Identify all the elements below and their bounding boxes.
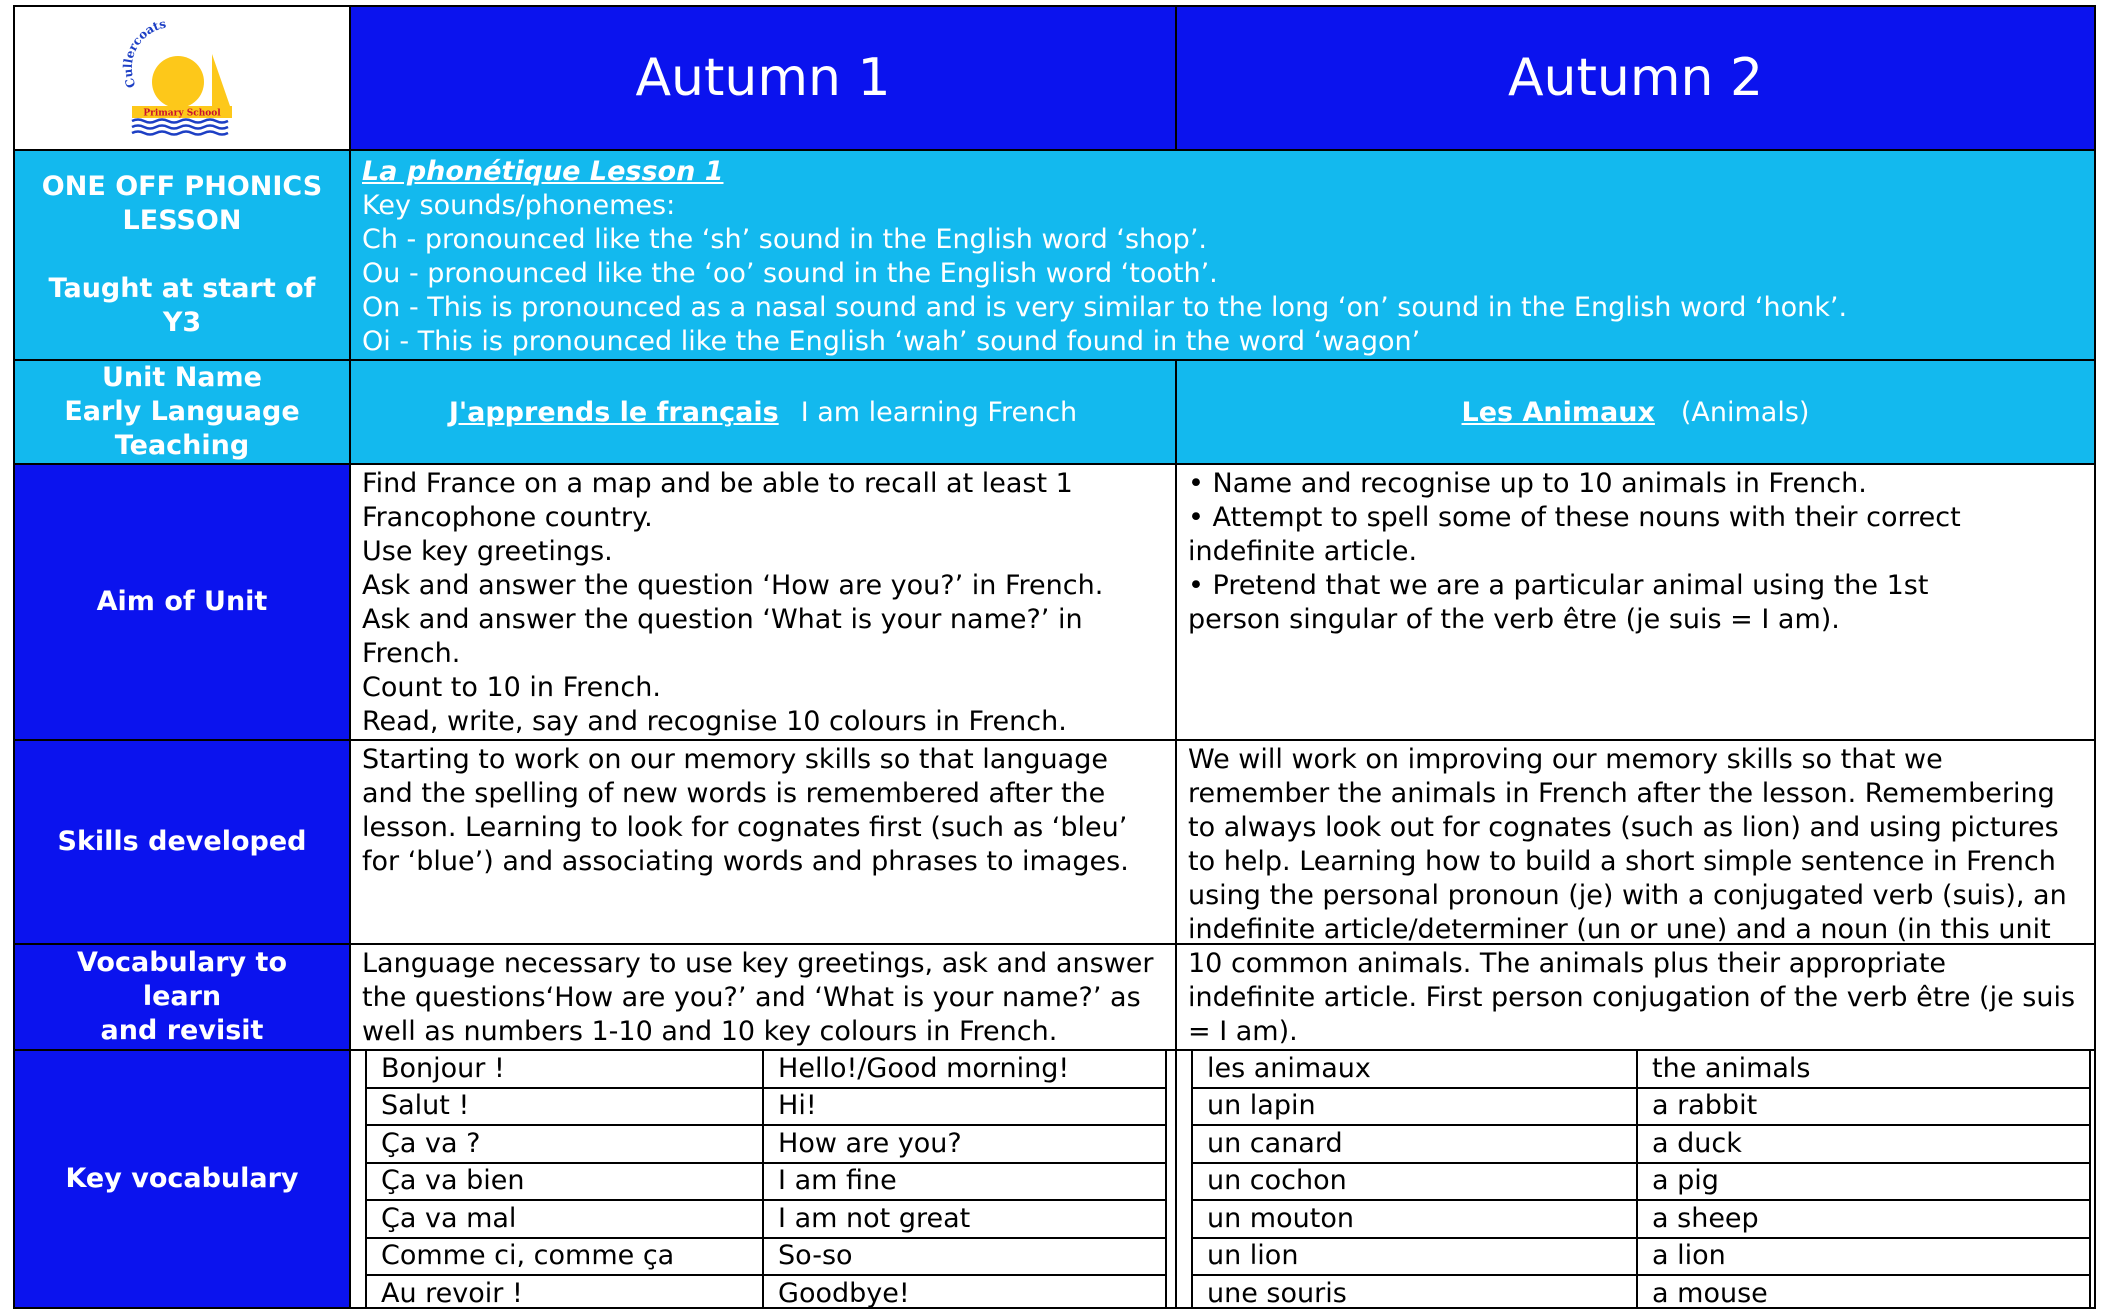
unit-title: Les Animaux: [1461, 396, 1655, 428]
table-row: [366, 1163, 1166, 1201]
table-row: [366, 1088, 1166, 1126]
english-cell: So-so: [763, 1238, 1166, 1276]
key-vocab-label: Key vocabulary: [65, 1163, 299, 1194]
skills-autumn-2: [1175, 739, 2096, 945]
curriculum-plan-table: [13, 5, 2096, 1309]
english-cell: a mouse: [1637, 1275, 2090, 1309]
english-cell: a lion: [1637, 1238, 2090, 1276]
unit-translation: I am learning French: [800, 396, 1078, 428]
phonics-line: Oi - This is pronounced like the English ‘wah’ sound found in the word ‘wagon’: [362, 326, 1421, 357]
key-vocab-autumn-1: [349, 1049, 1177, 1309]
table-row: [366, 1238, 1166, 1276]
table-row: [366, 1125, 1166, 1163]
skills-label-cell: [13, 739, 351, 945]
table-row: [1192, 1238, 2090, 1276]
unit-translation: (Animals): [1680, 396, 1810, 428]
table-row: [1192, 1163, 2090, 1201]
vocab-revisit-text: Language necessary to use key greetings, ask and answer the questions‘How are you?’ and ‘What is your name?’ as well as numbers 1-10 and 10 key colours in French.: [362, 948, 1154, 1047]
unit-name-label-line: Teaching: [114, 430, 250, 461]
aim-item: Use key greetings.: [362, 536, 613, 567]
phonics-line: Ch - pronounced like the ‘sh’ sound in the English word ‘shop’.: [362, 224, 1207, 255]
phonics-line: Ou - pronounced like the ‘oo’ sound in the English word ‘tooth’.: [362, 258, 1218, 289]
phonics-label-cell: [13, 149, 351, 361]
term-header-autumn-1: [349, 5, 1177, 151]
aim-autumn-2: [1175, 463, 2096, 741]
unit-title: J'apprends le français: [448, 396, 779, 428]
english-cell: a duck: [1637, 1125, 2090, 1163]
french-cell: Salut !: [366, 1088, 763, 1126]
english-cell: a rabbit: [1637, 1088, 2090, 1126]
french-cell: Ça va mal: [366, 1200, 763, 1238]
phonics-lesson-title: La phonétique Lesson 1: [362, 156, 724, 187]
aim-item: Count to 10 in French.: [362, 672, 661, 703]
french-cell: un mouton: [1192, 1200, 1637, 1238]
vocab-table-autumn-2: [1191, 1049, 2091, 1309]
unit-name-autumn-2: [1175, 359, 2096, 465]
vocab-revisit-autumn-2: [1175, 943, 2096, 1051]
english-cell: a pig: [1637, 1163, 2090, 1201]
french-cell: un canard: [1192, 1125, 1637, 1163]
aim-item: • Attempt to spell some of these nouns with their correct indefinite article.: [1188, 502, 1961, 567]
skills-label: Skills developed: [57, 826, 307, 857]
aim-item: Find France on a map and be able to recall at least 1 Francophone country.: [362, 468, 1073, 533]
aim-item: • Name and recognise up to 10 animals in French.: [1188, 468, 1867, 499]
term-header-autumn-2: [1175, 5, 2096, 151]
french-cell: un lion: [1192, 1238, 1637, 1276]
aim-item: Read, write, say and recognise 10 colours in French.: [362, 706, 1067, 737]
table-row: [1192, 1200, 2090, 1238]
school-logo-cell: [13, 5, 351, 151]
table-row: [1192, 1125, 2090, 1163]
table-row: [1192, 1275, 2090, 1309]
french-cell: un lapin: [1192, 1088, 1637, 1126]
vocab-revisit-text: 10 common animals. The animals plus their appropriate indefinite article. First person conjugation of the verb être (je suis = I am).: [1188, 948, 2076, 1047]
vocab-revisit-label-cell: [13, 943, 351, 1051]
phonics-label-line: Taught at start of: [48, 273, 316, 304]
key-vocab-label-cell: [13, 1049, 351, 1309]
vocab-revisit-autumn-1: [349, 943, 1177, 1051]
english-cell: a sheep: [1637, 1200, 2090, 1238]
french-cell: un cochon: [1192, 1163, 1637, 1201]
english-cell: How are you?: [763, 1125, 1166, 1163]
french-cell: une souris: [1192, 1275, 1637, 1309]
unit-name-label-line: Unit Name: [102, 362, 262, 393]
unit-name-autumn-1: [349, 359, 1177, 465]
table-row: [366, 1200, 1166, 1238]
school-logo: [112, 18, 252, 138]
phonics-line: On - This is pronounced as a nasal sound and is very similar to the long ‘on’ sound in the English word ‘honk’.: [362, 292, 1848, 323]
french-cell: Bonjour !: [366, 1050, 763, 1088]
vocab-revisit-label-line: Vocabulary to learn: [77, 947, 287, 1012]
phonics-label-line: Y3: [162, 307, 202, 338]
unit-name-label-line: Early Language: [64, 396, 300, 427]
french-cell: Ça va bien: [366, 1163, 763, 1201]
french-cell: les animaux: [1192, 1050, 1637, 1088]
english-cell: Hi!: [763, 1088, 1166, 1126]
skills-text: Starting to work on our memory skills so that language and the spelling of new words is remembered after the lesson. Learning to look for cognates first (such as ‘bleu’ for ‘blue’) and associating words and phrases to images.: [362, 744, 1129, 877]
french-cell: Au revoir !: [366, 1275, 763, 1309]
phonics-label-line: LESSON: [122, 205, 242, 236]
table-row: [1192, 1088, 2090, 1126]
french-cell: Comme ci, comme ça: [366, 1238, 763, 1276]
table-row: [1192, 1050, 2090, 1088]
key-vocab-autumn-2: [1175, 1049, 2096, 1309]
term-label: Autumn 2: [1507, 48, 1764, 108]
english-cell: the animals: [1637, 1050, 2090, 1088]
aim-label: Aim of Unit: [96, 586, 268, 617]
aim-item: • Pretend that we are a particular animal using the 1st person singular of the verb être (je suis = I am).: [1188, 570, 1929, 635]
phonics-label-line: ONE OFF PHONICS: [41, 171, 323, 202]
phonics-line: Key sounds/phonemes:: [362, 190, 676, 221]
skills-text: We will work on improving our memory skills so that we remember the animals in French after the lesson. Remembering to always look out for cognates (such as lion) and using pictures to help. Learning how to build a short simple sentence in French using the personal pronoun (je) with a conjugated verb (suis), an indefinite article/determiner (un or une) and a noun (in this unit: [1188, 744, 2067, 945]
english-cell: I am fine: [763, 1163, 1166, 1201]
table-row: [366, 1275, 1166, 1309]
term-label: Autumn 1: [635, 48, 891, 108]
logo-arc-text: Cullercoats: [120, 18, 168, 90]
english-cell: Hello!/Good morning!: [763, 1050, 1166, 1088]
english-cell: I am not great: [763, 1200, 1166, 1238]
aim-autumn-1: [349, 463, 1177, 741]
vocab-revisit-label-line: and revisit: [100, 1015, 264, 1046]
table-row: [366, 1050, 1166, 1088]
unit-name-label-cell: [13, 359, 351, 465]
aim-label-cell: [13, 463, 351, 741]
aim-item: Ask and answer the question ‘How are you?’ in French.: [362, 570, 1104, 601]
phonics-content-cell: [349, 149, 2096, 361]
logo-school-name: Primary School: [143, 108, 221, 119]
english-cell: Goodbye!: [763, 1275, 1166, 1309]
french-cell: Ça va ?: [366, 1125, 763, 1163]
skills-autumn-1: [349, 739, 1177, 945]
vocab-table-autumn-1: [365, 1049, 1167, 1309]
aim-item: Ask and answer the question ‘What is your name?’ in French.: [362, 604, 1083, 669]
